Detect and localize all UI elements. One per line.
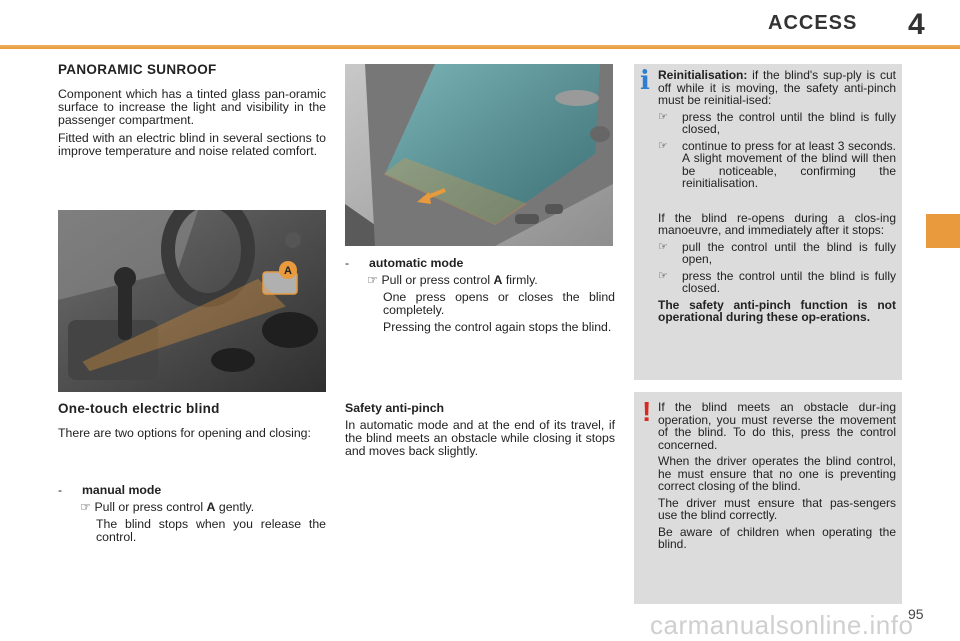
automatic-note-2: Pressing the control again stops the blind. [383,320,612,334]
finger-pointer-icon: ☞ [367,273,379,287]
warning-icon: ! [642,396,652,427]
antipinch-text: In automatic mode and at the end of its travel, if the blind meets an obstacle while closing it stops and moves back slightly. [345,418,615,458]
info-bullet-3 [658,241,896,266]
automatic-step-suffix: firmly. [502,273,538,287]
finger-pointer-icon: ☞ [658,110,668,123]
section-title: ACCESS [768,12,858,34]
page-number: 95 [908,606,924,622]
automatic-step [367,274,615,287]
manual-step-suffix: gently. [215,500,255,514]
chapter-side-tab [926,214,960,248]
info-lead [658,69,896,107]
chapter-number: 4 [908,8,925,41]
watermark: carmanualsonline.info [650,610,914,640]
info-bullet-1-text: press the control until the blind is fully closed, [682,109,896,136]
sunroof-paragraph-2: Fitted with an electric blind in several sections to improve temperature and noise related comfort. [58,131,326,158]
control-a-label: A [284,265,292,277]
manual-step [80,501,326,514]
finger-pointer-icon: ☞ [80,500,92,514]
info-lead-rest: if the blind's sup-ply is cut off while it is moving, the safety anti-pinch must be reinitial-ised: [658,68,896,107]
automatic-mode-title: automatic mode [369,256,464,270]
console-photo-illustration [58,210,326,392]
warning-paragraph-1: If the blind meets an obstacle dur-ing operation, you must reverse the movement of the blind. To do this, press the control concerned. [658,400,896,452]
info-box-content [658,69,896,328]
sunroof-heading: PANORAMIC SUNROOF [58,62,217,77]
warning-paragraph-4: Be aware of children when operating the blind. [658,524,896,551]
manual-mode-block [58,483,326,544]
automatic-control-letter: A [493,273,503,287]
finger-pointer-icon: ☞ [658,139,668,152]
info-paragraph-2: If the blind re-opens during a clos-ing manoeuvre, and immediately after it stops: [658,210,896,237]
info-bullet-3-text: pull the control until the blind is fully open, [682,239,896,266]
info-bullet-4-text: press the control until the blind is fully closed. [682,268,896,295]
info-bullet-2-text: continue to press for at least 3 seconds. A slight movement of the blind will then be noticeable, confirming the reinitialisation. [682,138,896,190]
warning-paragraph-2: When the driver operates the blind control, he must ensure that no one is preventing correct closing of the blind. [658,454,896,493]
warning-box [634,392,902,604]
finger-pointer-icon: ☞ [658,240,668,253]
manual-note: The blind stops when you release the control. [96,517,326,544]
info-bold-note: The safety anti-pinch function is not operational during these op-erations. [658,297,896,324]
manual-step-prefix: Pull or press control [94,500,207,514]
blind-intro: There are two options for opening and closing: [58,426,311,440]
sunroof-paragraph-1: Component which has a tinted glass pan-oramic surface to increase the light and visibility in the passenger compartment. [58,87,326,127]
antipinch-heading: Safety anti-pinch [345,401,445,415]
automatic-dash: - [345,256,350,270]
warning-paragraph-3: The driver must ensure that pas-sengers use the blind correctly. [658,495,896,522]
info-bullet-1 [658,111,896,136]
info-bullet-4 [658,270,896,295]
automatic-step-prefix: Pull or press control [381,273,494,287]
automatic-mode-block [345,256,615,334]
finger-pointer-icon: ☞ [658,269,668,282]
roof-photo [345,64,613,246]
manual-dash: - [58,483,63,497]
roof-photo-illustration [345,64,613,246]
info-bullet-2 [658,140,896,190]
warning-box-content [658,401,896,555]
info-icon: i [640,66,650,96]
sunroof-intro [58,88,326,163]
info-box [634,64,902,380]
manual-mode-title: manual mode [82,483,162,497]
blind-heading: One-touch electric blind [58,401,220,416]
console-photo [58,210,326,392]
manual-control-letter: A [206,500,216,514]
info-lead-bold: Reinitialisation: [658,68,748,82]
header-rule [0,45,960,49]
automatic-note-1: One press opens or closes the blind completely. [383,290,615,317]
